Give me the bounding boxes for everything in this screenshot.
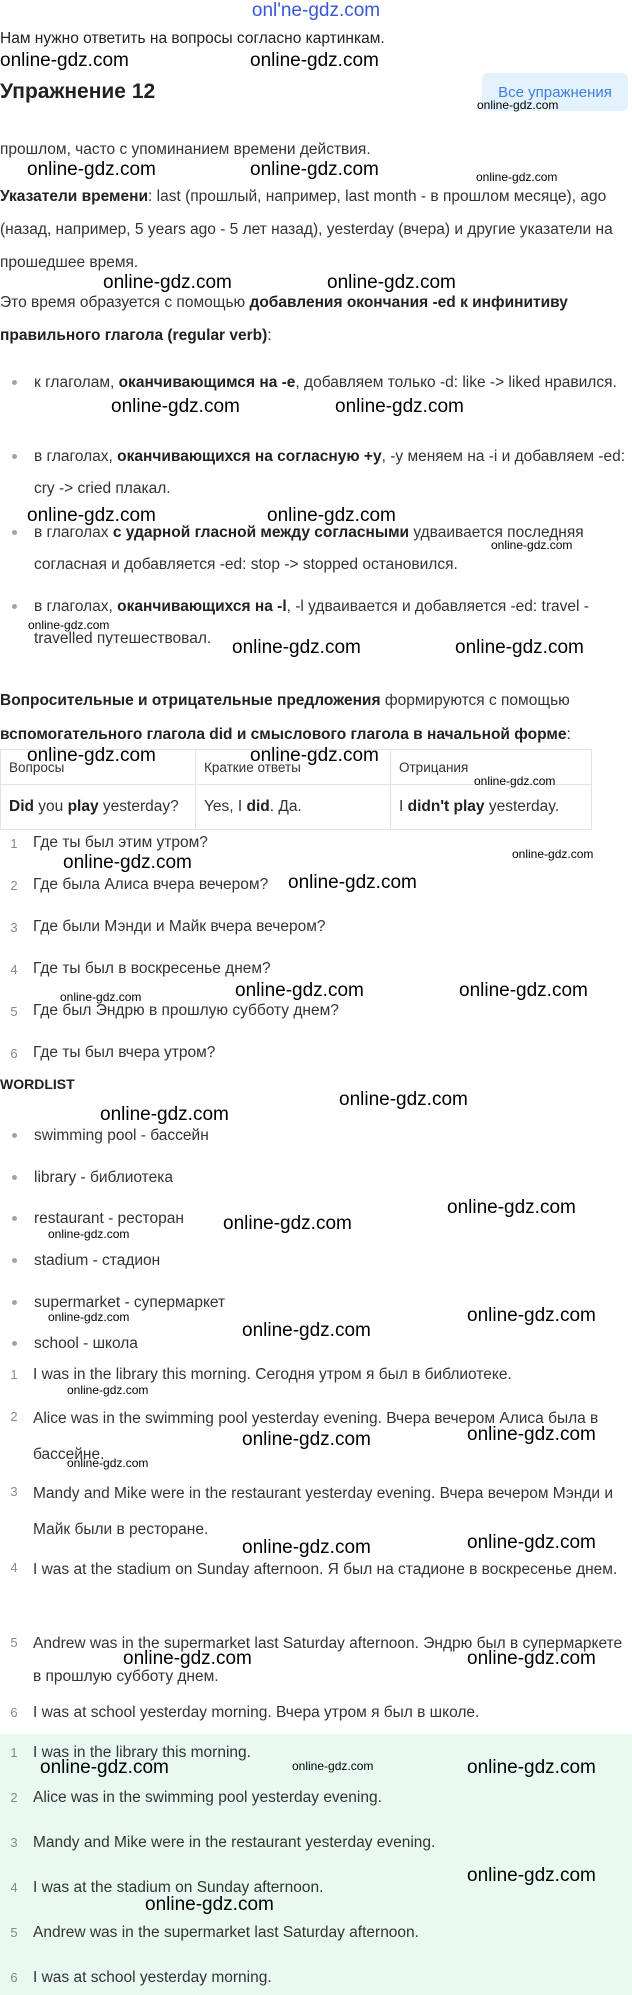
list-number: 6 [10,1970,18,1985]
time-markers [0,180,628,279]
watermark: online-gdz.com [48,1227,130,1241]
wordlist-item: school - школа [34,1328,628,1360]
translation-item: I was in the library this morning. Сегодня утром я был в библиотеке. [33,1366,512,1383]
list-number: 3 [10,1835,18,1850]
answer-item: I was at school yesterday morning. [33,1969,272,1986]
table-cell [196,785,391,830]
watermark: online-gdz.com [242,1429,371,1450]
all-exercises-button[interactable]: Все упражнения [482,73,628,111]
question-item: Где был Эндрю в прошлую субботу днем? [33,1002,339,1019]
translation-item: I was at the stadium on Sunday afternoon. Я был на стадионе в воскресенье днем. [33,1561,618,1578]
list-number: 5 [10,1635,18,1650]
list-number: 6 [10,1705,18,1720]
watermark: online-gdz.com [267,505,396,526]
translation-item: Alice was in the swimming pool yesterday evening. Вчера вечером Алиса была в бассейне. [33,1410,599,1463]
question-item: Где ты был вчера утром? [33,1044,216,1061]
rule-bold: с ударной гласной между согласными [112,524,410,541]
cell-text: you [33,798,68,815]
answer-item: Mandy and Mike were in the restaurant yesterday evening. [33,1834,436,1851]
watermark: online-gdz.com [232,637,361,658]
watermark: online-gdz.com [447,1197,576,1218]
cell-bold: didn't play [407,798,485,815]
cell-text: yesterday. [484,798,560,815]
watermark: online-gdz.com [339,1089,468,1110]
cell-bold: Did [9,798,34,815]
time-markers-bold: Указатели времени [0,188,149,205]
list-number: 6 [10,1046,18,1061]
watermark: online-gdz.com [467,1424,596,1445]
watermark: online-gdz.com [145,1894,274,1915]
watermark: online-gdz.com [474,774,556,788]
questions-text: формируются с помощью [380,692,570,709]
watermark: online-gdz.com [242,1320,371,1341]
list-number: 1 [10,836,18,851]
watermark: online-gdz.com [235,980,364,1001]
watermark: online-gdz.com [223,1213,352,1234]
watermark: online-gdz.com [250,159,379,180]
translation-item: Andrew was in the supermarket last Saturday afternoon. Эндрю был в супермаркете в прошлую субботу днем. [33,1635,623,1685]
formation-end: : [267,327,272,344]
answer-item: I was at the stadium on Sunday afternoon. [33,1879,324,1896]
list-number: 3 [10,920,18,935]
wordlist-item: stadium - стадион [34,1245,628,1277]
wordlist-item: restaurant - ресторан [34,1203,628,1235]
watermark: online-gdz.com [100,1104,229,1125]
answer-item: I was in the library this morning. [33,1744,251,1761]
rule-text: в глаголах [34,524,113,541]
watermark: online-gdz.com [60,990,142,1004]
rule-text: к глаголам, [34,374,119,391]
watermark: online-gdz.com [27,745,156,766]
cell-text: I [399,798,408,815]
watermark: online-gdz.com [292,1759,374,1773]
question-item: Где были Мэнди и Майк вчера вечером? [33,918,326,935]
watermark: online-gdz.com [288,872,417,893]
rule-bold: оканчивающихся на -l [117,598,287,615]
watermark: online-gdz.com [467,1757,596,1778]
watermark: online-gdz.com [48,1310,130,1324]
theory-past-tail: прошлом, часто с упоминанием времени действия. [0,141,371,158]
page-title: Упражнение 12 [0,80,156,103]
wordlist-item: supermarket - супермаркет [34,1287,628,1319]
watermark: online-gdz.com [467,1532,596,1553]
rule-item [34,367,628,399]
watermark: online-gdz.com [467,1305,596,1326]
questions-bold: вспомогательного глагола did и смыслового глагола в начальной форме [0,726,567,743]
table-header: Вопросы [1,750,196,785]
wordlist-title: WORDLIST [0,1076,75,1092]
wordlist-item: swimming pool - бассейн [34,1120,628,1152]
cell-bold: play [67,798,99,815]
question-item: Где была Алиса вчера вечером? [33,876,269,893]
question-item: Где ты был этим утром? [33,834,208,851]
rule-text: , -y меняем на -i и добавляем -ed: cry -> cried плакал. [34,448,626,497]
table-header: Краткие ответы [196,750,391,785]
watermark: online-gdz.com [40,1757,169,1778]
watermark-top: onl'ne-gdz.com [251,0,381,21]
watermark: online-gdz.com [491,538,573,552]
rule-text: , добавляем только -d: like -> liked нравился. [295,374,617,391]
list-number: 4 [10,962,18,977]
watermark: online-gdz.com [27,505,156,526]
watermark: online-gdz.com [477,98,559,112]
questions-bold: Вопросительные и отрицательные предложения [0,692,381,709]
watermark: online-gdz.com [455,637,584,658]
table-row [1,785,592,830]
formation-rule [0,286,628,352]
watermark: online-gdz.com [250,50,379,71]
list-number: 2 [10,1409,18,1424]
cell-text: . Да. [269,798,302,815]
list-number: 1 [10,1745,18,1760]
rule-text: в глаголах, [34,448,118,465]
table-header: Отрицания [391,750,592,785]
formation-bold: добавления окончания -ed к инфинитиву правильного глагола (regular verb) [0,294,568,344]
watermark: online-gdz.com [63,852,192,873]
rule-item [34,441,628,505]
table-cell [391,785,592,830]
watermark: online-gdz.com [467,1865,596,1886]
watermark: online-gdz.com [123,1648,252,1669]
watermark: online-gdz.com [250,745,379,766]
list-number: 2 [10,878,18,893]
formation-lead: Это время образуется с помощью [0,294,250,311]
intro-text: Нам нужно ответить на вопросы согласно картинкам. [0,30,385,47]
rule-text: , -l удваивается и добавляется -ed: travel - travelled путешествовал. [34,598,589,647]
watermark: online-gdz.com [467,1648,596,1669]
cell-text: yesterday? [98,798,179,815]
watermark: online-gdz.com [67,1383,149,1397]
watermark: online-gdz.com [335,396,464,417]
watermark: online-gdz.com [27,159,156,180]
translation-item: I was at school yesterday morning. Вчера утром я был в школе. [33,1704,480,1721]
rule-bold: оканчивающихся на согласную +y [117,448,382,465]
table-cell [1,785,196,830]
list-number: 5 [10,1925,18,1940]
watermark: online-gdz.com [327,272,456,293]
list-number: 2 [10,1790,18,1805]
rule-text: в глаголах, [34,598,118,615]
cell-text: Yes, I [204,798,247,815]
time-markers-text: : last (прошлый, например, last month - в прошлом месяце), ago (назад, например, 5 years ago - 5 лет назад), yesterday (вчера) и другие указатели на прошедшее время. [0,188,613,271]
questions-rule [0,684,628,752]
list-number: 3 [10,1484,18,1499]
questions-end: : [566,726,571,743]
cell-bold: did [246,798,270,815]
watermark: online-gdz.com [111,396,240,417]
watermark: online-gdz.com [28,618,110,632]
watermark: online-gdz.com [476,170,558,184]
translation-item: Mandy and Mike were in the restaurant yesterday evening. Вчера вечером Мэнди и Майк были в ресторане. [33,1485,614,1538]
watermark: online-gdz.com [459,980,588,1001]
wordlist-item: library - библиотека [34,1162,628,1194]
watermark: online-gdz.com [67,1456,149,1470]
watermark: online-gdz.com [103,272,232,293]
list-number: 5 [10,1004,18,1019]
list-number: 4 [10,1880,18,1895]
watermark: online-gdz.com [0,50,129,71]
list-number: 1 [10,1367,18,1382]
watermark: online-gdz.com [512,847,594,861]
answer-item: Alice was in the swimming pool yesterday evening. [33,1789,382,1806]
rule-text: удваивается последняя согласная и добавляется -ed: stop -> stopped остановился. [34,524,584,573]
rule-bold: оканчивающимся на -e [118,374,296,391]
question-item: Где ты был в воскресенье днем? [33,960,271,977]
answer-item: Andrew was in the supermarket last Saturday afternoon. [33,1924,419,1941]
watermark: online-gdz.com [242,1537,371,1558]
list-number: 4 [10,1560,18,1575]
